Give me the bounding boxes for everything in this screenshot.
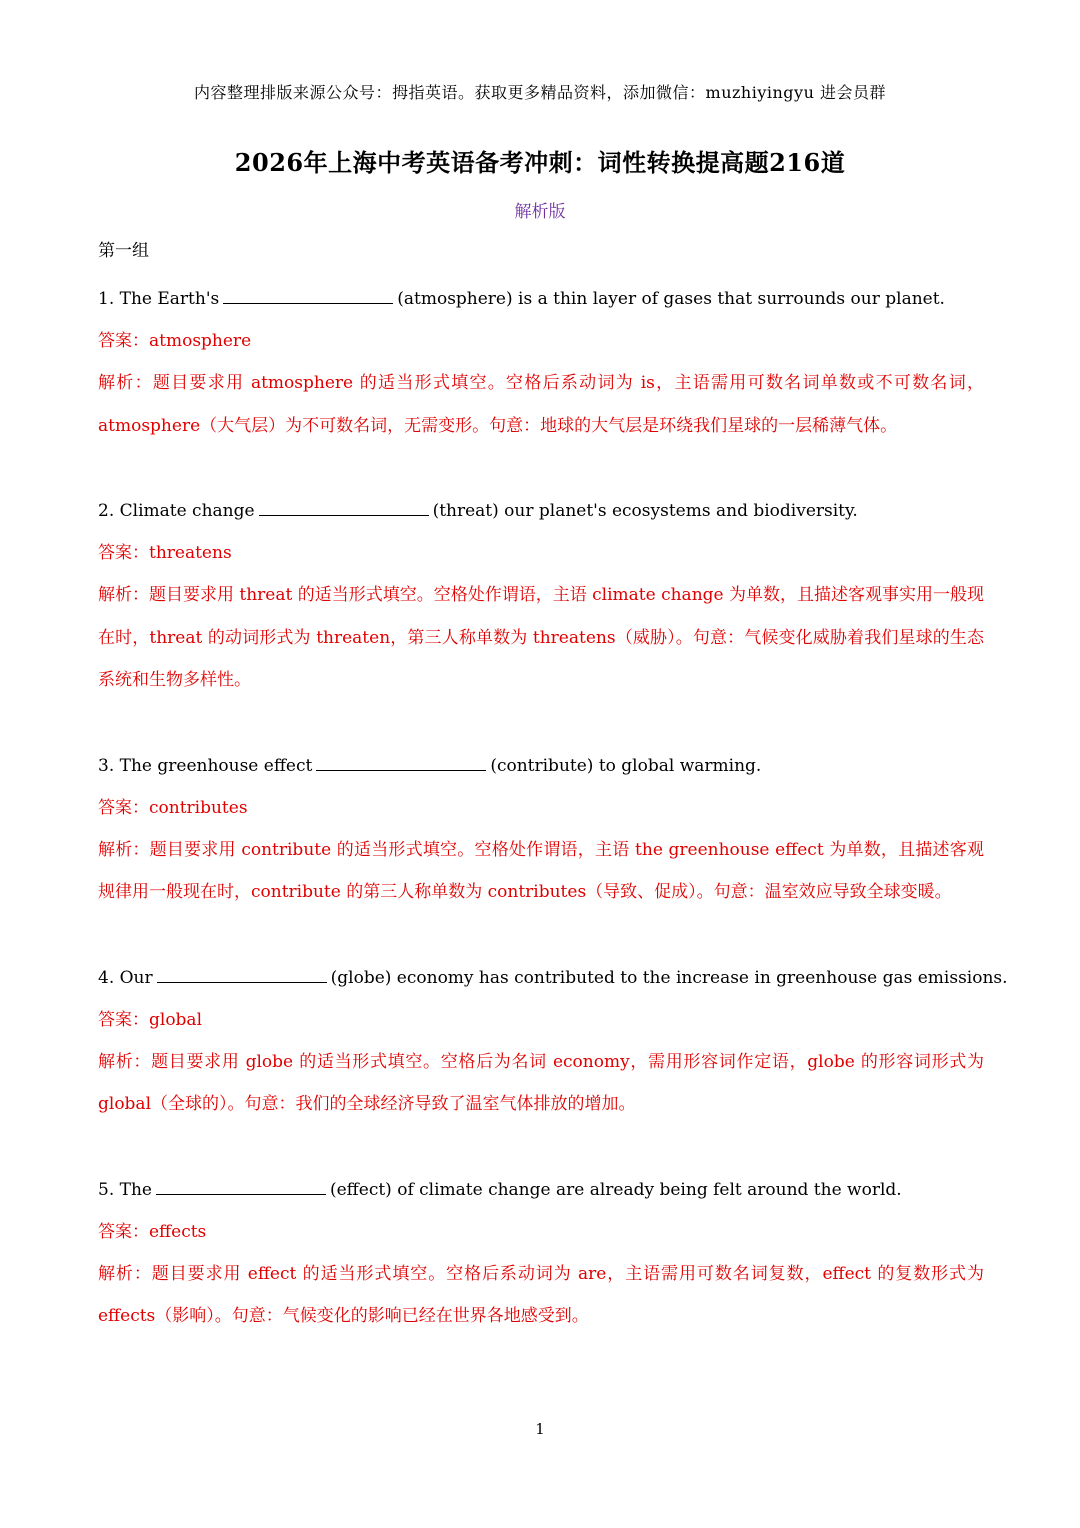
answer-line: 答案：global	[98, 1009, 203, 1030]
analysis-paragraph: 解析：题目要求用 threat 的适当形式填空。空格处作谓语，主语 climate change 为单数，且描述客观事实用一般现在时，threat 的动词形式为 threaten，第三人称单数为 threatens（威胁）。句意：气候变化威胁着我们星球的生态系统和生物多样性。	[98, 585, 984, 690]
question-suffix: (atmosphere) is a thin layer of gases that surrounds our planet.	[397, 289, 945, 309]
answer-blank	[259, 500, 429, 516]
question-suffix: (globe) economy has contributed to the increase in greenhouse gas emissions.	[330, 967, 1008, 988]
question-block-5	[98, 1169, 984, 1338]
question-text	[98, 278, 984, 320]
question-suffix: (effect) of climate change are already being felt around the world.	[329, 1179, 902, 1200]
document-subtitle: 解析版	[514, 202, 566, 222]
document-title: 2026年上海中考英语备考冲刺：词性转换提高题216道	[234, 148, 846, 177]
question-text	[98, 745, 984, 787]
answer-blank	[316, 755, 486, 771]
answer-blank	[156, 1179, 326, 1195]
question-prefix: 4. Our	[98, 967, 153, 988]
question-block-2	[98, 490, 984, 702]
question-block-4	[98, 957, 1008, 1126]
question-prefix: 2. Climate change	[98, 501, 255, 521]
answer-blank	[223, 288, 393, 304]
question-text	[98, 1169, 984, 1211]
question-prefix: 5. The	[98, 1179, 152, 1200]
question-prefix: 1. The Earth's	[98, 289, 220, 309]
question-suffix: (threat) our planet's ecosystems and biodiversity.	[432, 501, 858, 521]
page-number: 1	[535, 1420, 545, 1438]
answer-line: 答案：effects	[98, 1221, 207, 1242]
question-suffix: (contribute) to global warming.	[490, 755, 762, 776]
question-text	[98, 957, 1008, 999]
analysis-paragraph: 解析：题目要求用 atmosphere 的适当形式填空。空格后系动词为 is，主语需用可数名词单数或不可数名词，atmosphere（大气层）为不可数名词，无需变形。句意：地球的大气层是环绕我们星球的一层稀薄气体。	[98, 373, 984, 436]
analysis-paragraph: 解析：题目要求用 contribute 的适当形式填空。空格处作谓语，主语 the greenhouse effect 为单数，且描述客观规律用一般现在时，contribute 的第三人称单数为 contributes（导致、促成）。句意：温室效应导致全球变暖。	[98, 839, 984, 902]
answer-line: 答案：atmosphere	[98, 331, 252, 351]
question-text	[98, 490, 984, 532]
header-note: 内容整理排版来源公众号：拇指英语。获取更多精品资料，添加微信：muzhiyingyu 进会员群	[194, 83, 886, 102]
content-area	[98, 236, 1008, 1338]
answer-blank	[157, 967, 327, 983]
answer-line: 答案：threatens	[98, 543, 232, 563]
group-title: 第一组	[98, 241, 149, 261]
answer-line: 答案：contributes	[98, 797, 248, 818]
question-block-1	[98, 278, 984, 447]
analysis-paragraph: 解析：题目要求用 globe 的适当形式填空。空格后为名词 economy，需用形容词作定语，globe 的形容词形式为 global（全球的）。句意：我们的全球经济导致了温室气体排放的增加。	[98, 1051, 984, 1114]
question-prefix: 3. The greenhouse effect	[98, 755, 313, 776]
analysis-paragraph: 解析：题目要求用 effect 的适当形式填空。空格后系动词为 are，主语需用可数名词复数，effect 的复数形式为 effects（影响）。句意：气候变化的影响已经在世界各地感受到。	[98, 1263, 984, 1326]
question-block-3	[98, 745, 984, 914]
